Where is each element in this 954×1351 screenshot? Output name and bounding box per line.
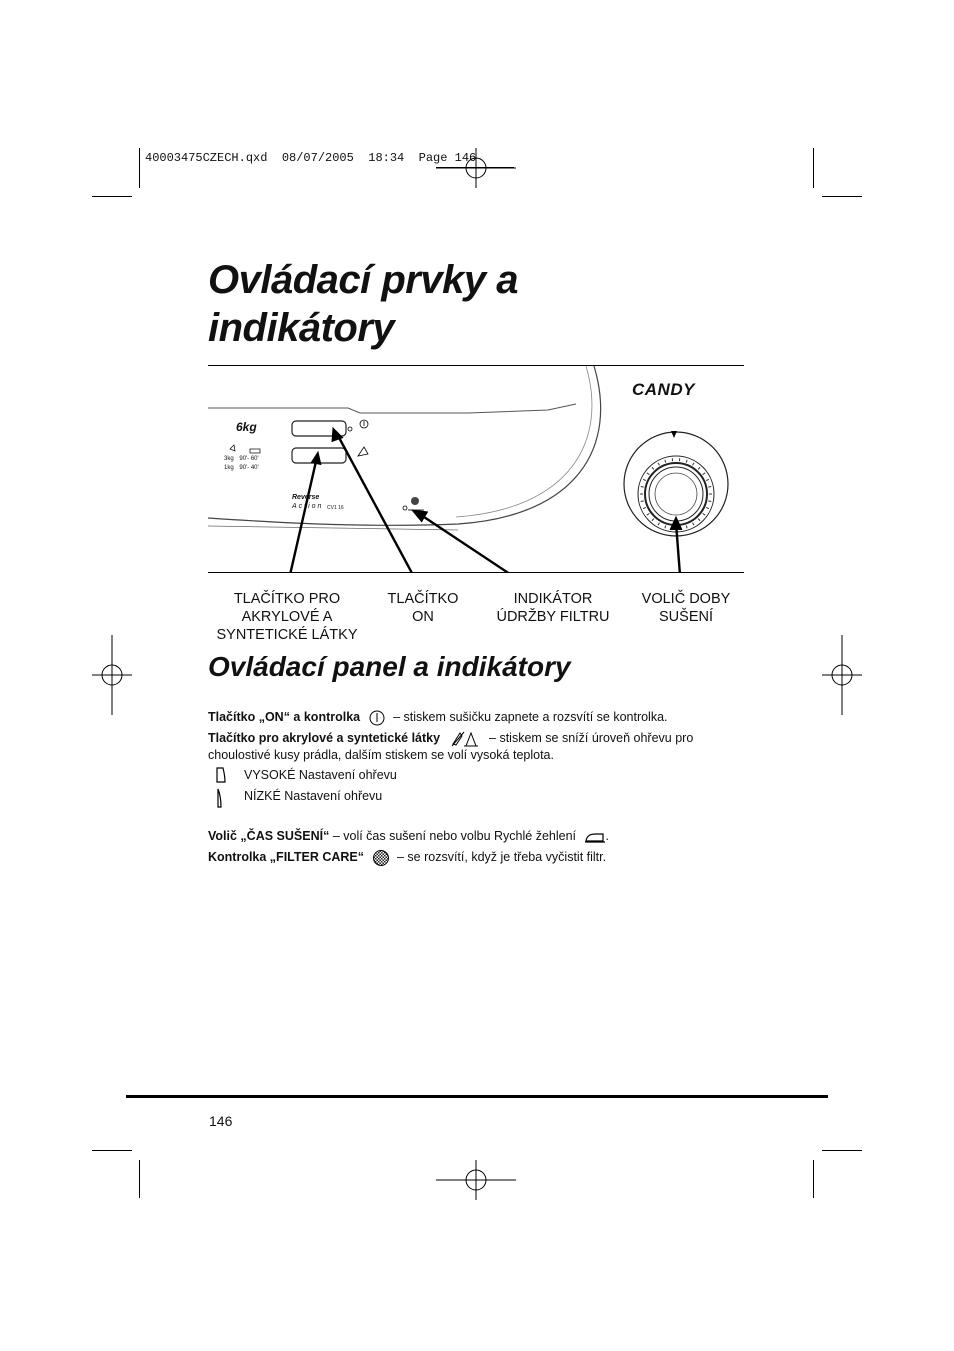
panel-bottom-line — [208, 526, 458, 530]
dial-tick — [641, 487, 644, 488]
brand-logo: CANDY — [632, 380, 695, 399]
acrylic-button-text: – stiskem se sníží úroveň ohřevu pro — [489, 731, 694, 745]
section-heading: Ovládací panel a indikátory — [208, 651, 571, 682]
registration-mark-bottom — [436, 1160, 516, 1200]
callout-line: TLAČÍTKO PRO — [233, 591, 341, 607]
power-icon — [368, 710, 386, 726]
action-label: Action — [292, 503, 324, 510]
low-heat-icon — [214, 787, 228, 809]
dial-tick — [698, 467, 700, 469]
door-curve — [208, 366, 601, 525]
model-label: CV1 16 — [327, 505, 344, 511]
file-info: 40003475CZECH.qxd 08/07/2005 18:34 Page 146 — [145, 151, 477, 165]
dial-tick — [703, 473, 705, 475]
crop-mark — [813, 1160, 814, 1198]
timer-label: Volič „ČAS SUŠENÍ“ — [208, 829, 330, 843]
dial-tick — [647, 513, 649, 515]
dial-tick — [708, 487, 711, 488]
registration-mark-left — [92, 635, 132, 715]
high-heat-text: VYSOKÉ Nastavení ohřevu — [244, 768, 397, 782]
page-title-line-1: Ovládací prvky a — [208, 258, 518, 302]
crop-mark — [822, 1150, 862, 1151]
filter-label: Kontrolka „FILTER CARE“ — [208, 850, 365, 864]
small-label-2 — [224, 465, 259, 471]
crop-mark — [92, 196, 132, 197]
iron-icon — [584, 830, 606, 844]
callout-line: TLAČÍTKO — [387, 591, 459, 607]
dial-tick — [641, 501, 644, 502]
callout-on-button — [373, 590, 473, 626]
crop-mark — [139, 1160, 140, 1198]
para-timer — [208, 827, 609, 845]
dial-tick — [686, 460, 687, 463]
small-label-1-range: 90'- 60' — [239, 456, 259, 462]
dial-tick — [693, 463, 695, 466]
callout-timer-dial — [626, 590, 746, 626]
door-curve-inner — [456, 366, 592, 517]
callout-arrows — [287, 428, 682, 572]
crop-mark — [813, 148, 814, 188]
dial-tick — [665, 525, 666, 528]
dial-tick — [708, 501, 711, 502]
dial-tick — [706, 479, 709, 480]
small-label-2-kg: 1kg — [224, 465, 234, 471]
dial-tick — [698, 519, 700, 521]
on-button-text: – stiskem sušičku zapnete a rozsvítí se kontrolka. — [393, 710, 668, 724]
panel-outline — [208, 404, 576, 413]
crop-mark — [822, 196, 862, 197]
crop-mark — [139, 148, 140, 188]
page-number: 146 — [209, 1113, 233, 1129]
filter-text: – se rozsvítí, když je třeba vyčistit filtr. — [397, 850, 607, 864]
page-title — [208, 256, 518, 352]
dial-tick — [658, 463, 660, 466]
low-heat-text: NÍZKÉ Nastavení ohřevu — [244, 789, 383, 803]
acrylic-button-label: Tlačítko pro akrylové a syntetické látky — [208, 731, 441, 745]
dial-tick — [703, 513, 705, 515]
capacity-label: 6kg — [236, 420, 257, 434]
callout-line: ÚDRŽBY FILTRU — [496, 609, 610, 625]
dial-tick — [643, 479, 646, 480]
filter-care-icon — [372, 849, 390, 867]
dial-tick — [693, 523, 695, 526]
callout-line: ON — [412, 609, 434, 625]
timer-end: . — [605, 829, 609, 843]
illustration-bottom-rule — [208, 572, 744, 573]
delicate-fabric-icon — [450, 730, 480, 748]
para-acrylic-cont: choulostivé kusy prádla, dalším stiskem se volí vysoká teplota. — [208, 748, 554, 762]
dial-tick — [652, 467, 654, 469]
dial-tick — [652, 519, 654, 521]
small-label-1-kg: 3kg — [224, 456, 234, 462]
page-title-line-2: indikátory — [208, 306, 395, 350]
dial-tick — [706, 507, 709, 508]
dial-tick — [658, 523, 660, 526]
small-label-2-range: 90'- 40' — [239, 465, 259, 471]
on-button-label: Tlačítko „ON“ a kontrolka — [208, 710, 361, 724]
reverse-label: Reverse — [292, 494, 320, 501]
dial-tick — [686, 525, 687, 528]
timer-text: – volí čas sušení nebo volbu Rychlé žehlení — [332, 829, 577, 843]
file-info-underline — [436, 167, 514, 168]
crop-mark — [92, 1150, 132, 1151]
dial-tick — [643, 507, 646, 508]
callout-line: VOLIČ DOBY — [641, 591, 731, 607]
callout-line: AKRYLOVÉ A — [241, 609, 333, 625]
para-acrylic-button — [208, 729, 693, 748]
dial-tick — [665, 460, 666, 463]
callout-line: INDIKÁTOR — [513, 591, 593, 607]
para-filter — [208, 848, 606, 867]
registration-mark-right — [822, 635, 862, 715]
footer-rule — [126, 1095, 828, 1098]
high-heat-icon — [214, 766, 228, 784]
dial-tick — [647, 473, 649, 475]
callout-acrylic-button — [207, 590, 367, 644]
small-label-1 — [224, 456, 259, 462]
callout-filter-indicator — [483, 590, 623, 626]
para-on-button — [208, 708, 668, 726]
callout-line: SUŠENÍ — [659, 609, 713, 625]
callout-line: SYNTETICKÉ LÁTKY — [216, 627, 358, 643]
